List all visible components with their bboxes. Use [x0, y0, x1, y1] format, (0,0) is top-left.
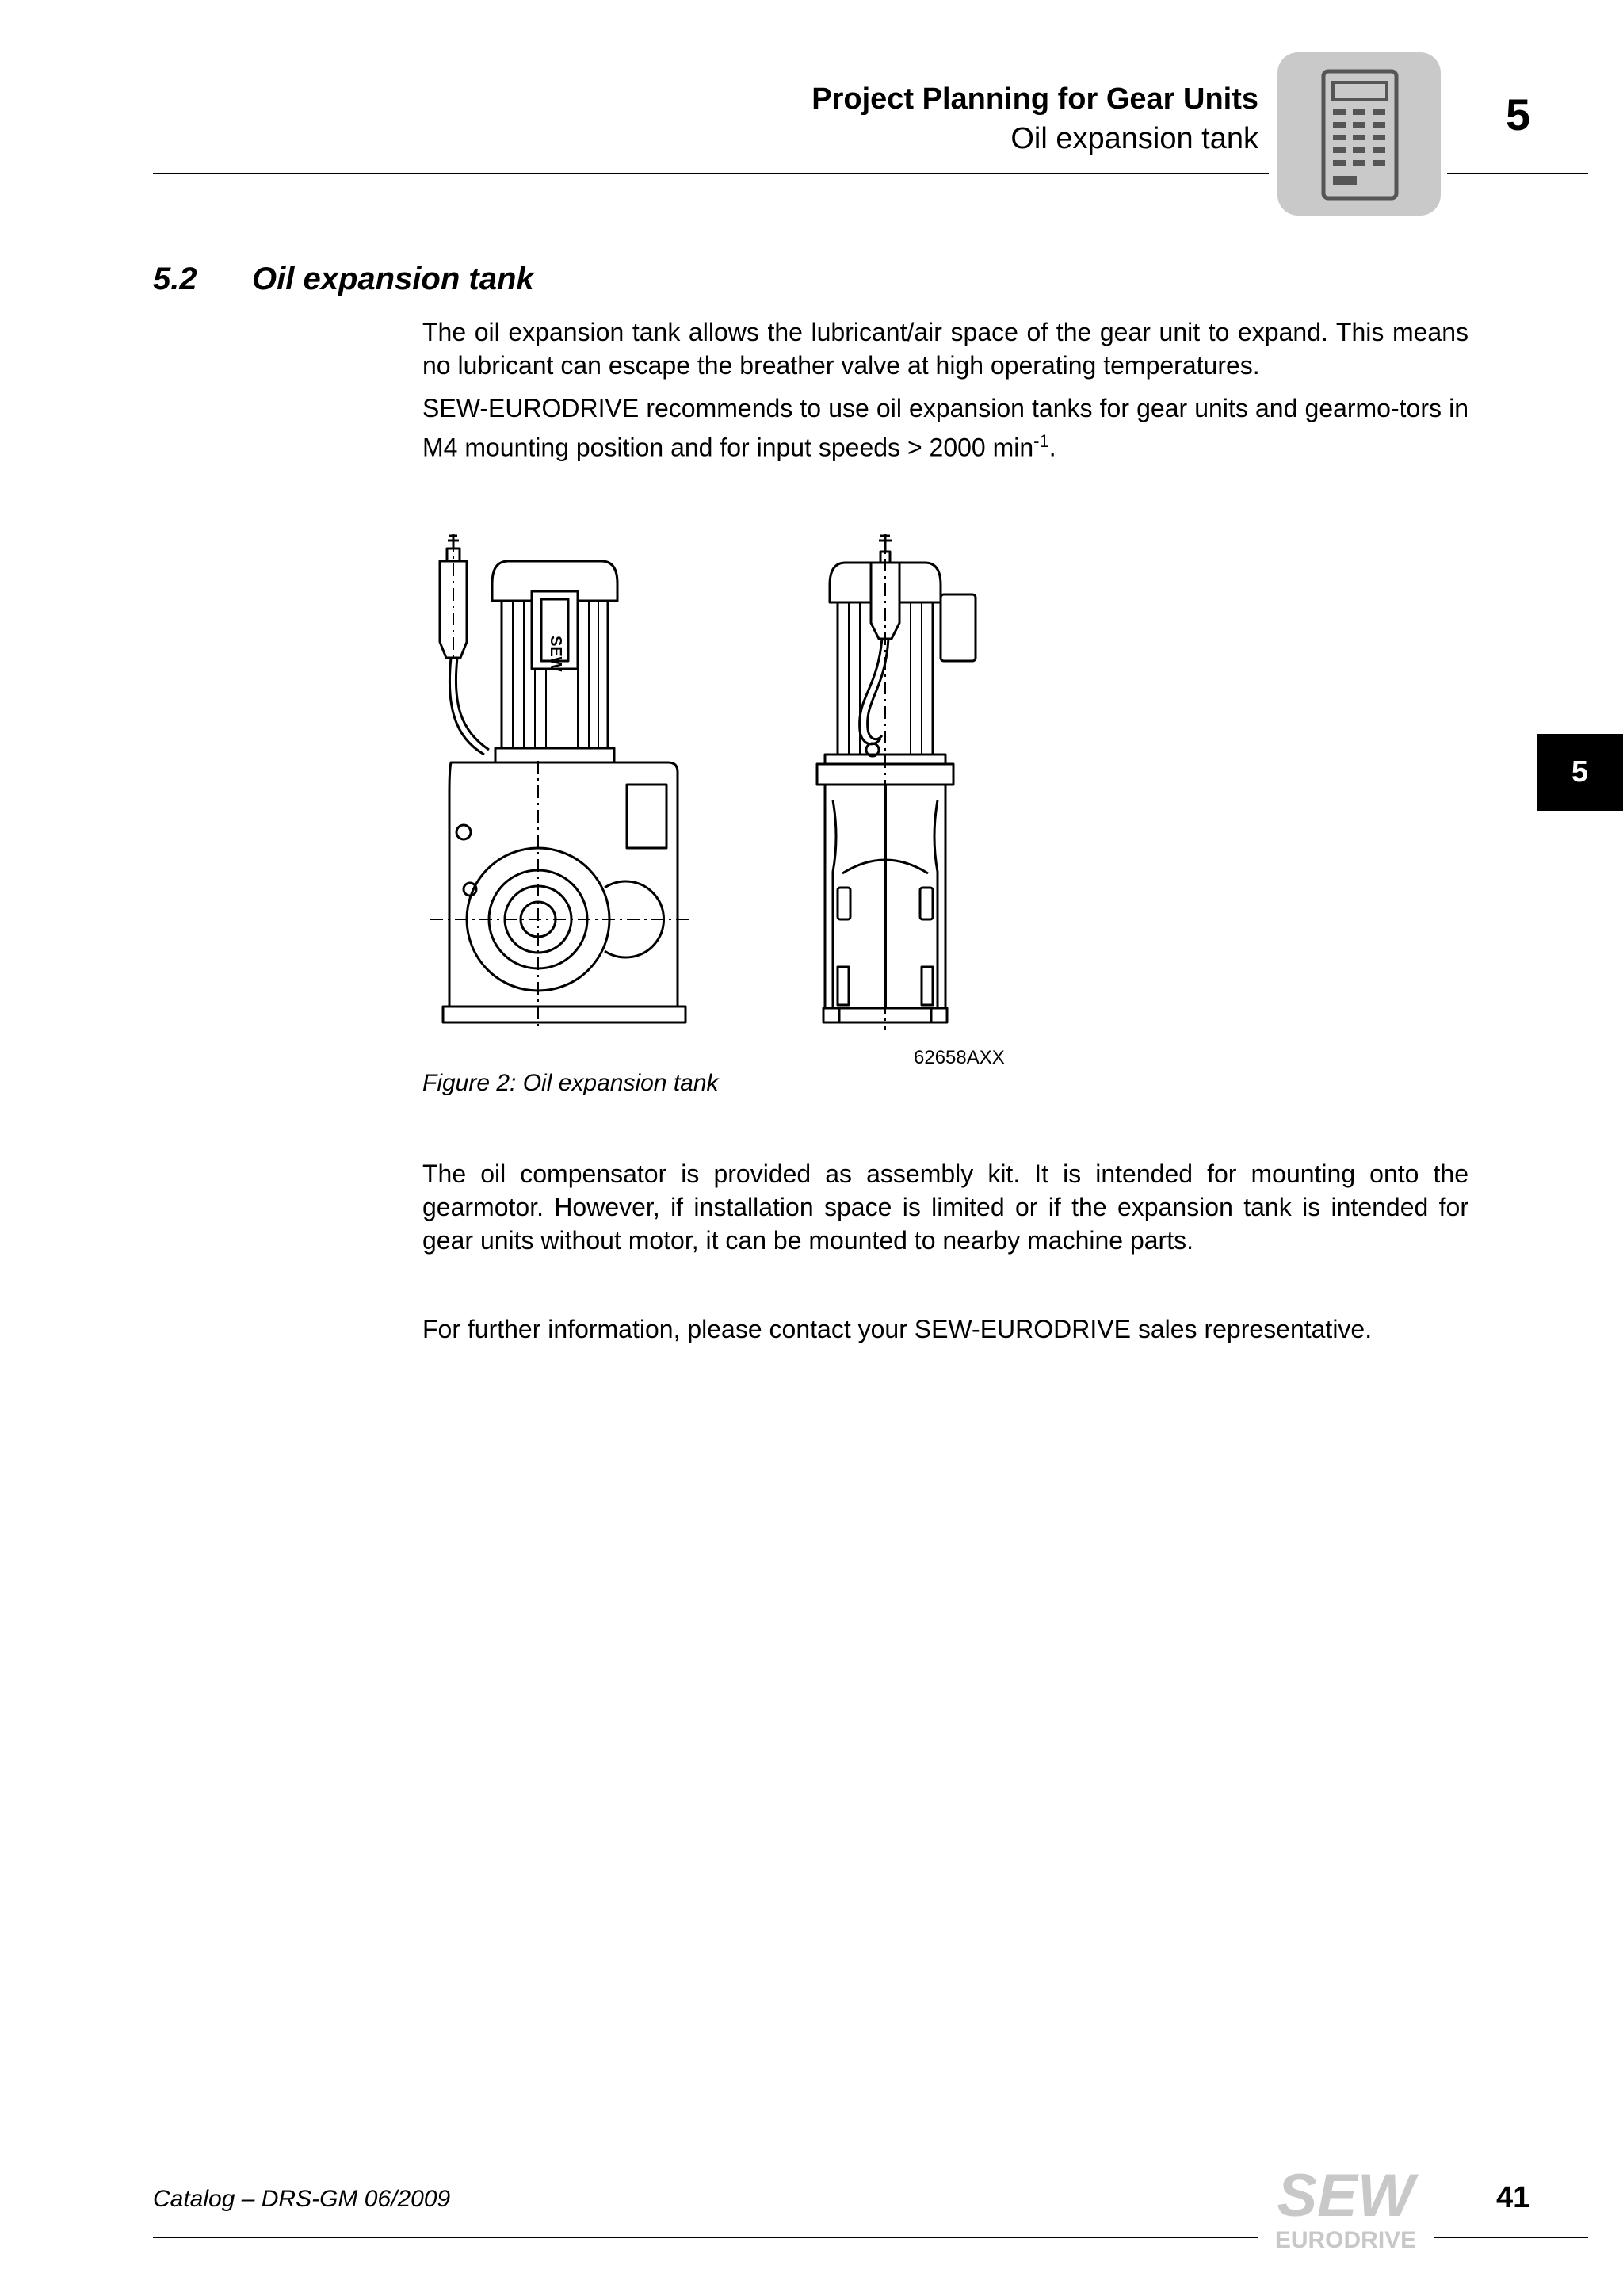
paragraph-recommendation	[422, 392, 1468, 464]
chapter-thumb-tab-label: 5	[1571, 755, 1589, 789]
figure-caption: Figure 2: Oil expansion tank	[422, 1070, 719, 1096]
footer-catalog: Catalog – DRS-GM 06/2009	[153, 2186, 451, 2212]
section-title: Oil expansion tank	[252, 262, 534, 296]
side-view-drawing	[430, 534, 692, 1030]
motor-brand-label: SEW	[547, 636, 564, 672]
paragraph-assembly: The oil compensator is provided as assembly kit. It is intended for mounting onto the gearmotor. However, if installation space is limited or if the expansion tank is intended for gear units without motor, it can be mounted to nearby machine parts.	[422, 1159, 1468, 1255]
paragraph-intro: The oil expansion tank allows the lubricant/air space of the gear unit to expand. This means no lubricant can escape the breather valve at high operating temperatures.	[422, 318, 1468, 380]
paragraph-recommendation-text: SEW-EURODRIVE recommends to use oil expansion tanks for gear units and gearmo-tors in M4 mounting position and for input speeds > 2000 min	[422, 394, 1468, 462]
sew-eurodrive-logo	[1262, 2162, 1430, 2256]
logo-text-bottom: EURODRIVE	[1274, 2227, 1417, 2253]
footer-rule-right	[1434, 2237, 1588, 2238]
paragraph-recommendation-end: .	[1048, 433, 1056, 462]
logo-text-top: SEW	[1277, 2162, 1415, 2229]
chapter-thumb-tab[interactable]	[1537, 734, 1623, 811]
header-rule-right	[1447, 173, 1588, 174]
oil-expansion-tank-drawing	[422, 523, 1025, 1030]
running-header-subtitle: Oil expansion tank	[1010, 122, 1258, 155]
chapter-number: 5	[1506, 90, 1531, 139]
figure-code: 62658AXX	[914, 1047, 1005, 1068]
paragraph-contact: For further information, please contact your SEW-EURODRIVE sales representative.	[422, 1315, 1373, 1343]
section-number: 5.2	[153, 262, 197, 296]
superscript-exponent: -1	[1033, 431, 1049, 451]
running-header-title: Project Planning for Gear Units	[812, 82, 1258, 116]
header-rule-left	[153, 173, 1269, 174]
front-view-drawing	[817, 534, 976, 1030]
page-number: 41	[1496, 2181, 1530, 2214]
footer-rule-left	[153, 2237, 1258, 2238]
calculator-icon	[1277, 52, 1441, 216]
